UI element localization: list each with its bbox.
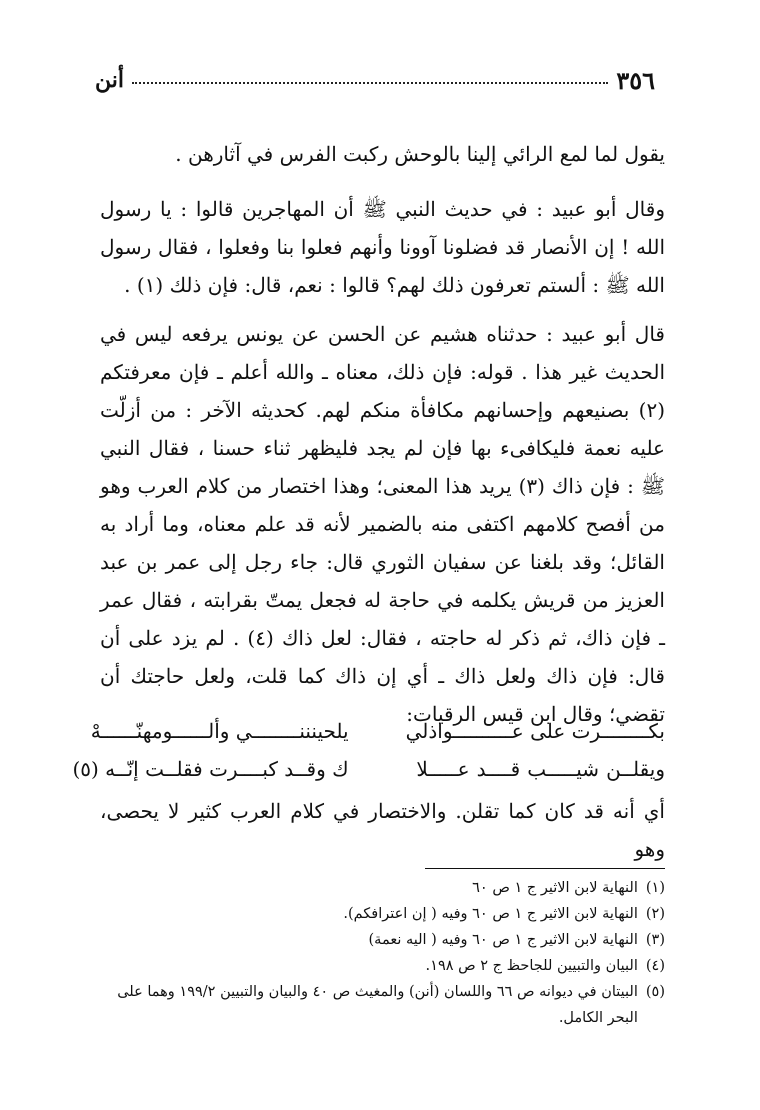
footnote xyxy=(100,979,665,1031)
footnote xyxy=(100,901,665,927)
footnote xyxy=(100,953,665,979)
footnote-number: (٥) xyxy=(645,984,665,1000)
footnotes xyxy=(100,875,665,1031)
footnote-text: البيتان في ديوانه ص ٦٦ واللسان (أنن) والمغيث ص ٤٠ والبيان والتبيين ١٩٩/٢ وهما على البحر الكامل. xyxy=(117,984,638,1026)
poem-verse xyxy=(72,750,665,788)
hemistich-first: ويقلــن شيـــــب قــــد عـــــلا xyxy=(416,757,665,781)
paragraph-1: يقول لما لمع الرائي إلينا بالوحش ركبت الفرس في آثارهن . xyxy=(175,142,665,166)
footnote-text: النهاية لابن الاثير ج ١ ص ٦٠ xyxy=(472,880,638,896)
paragraph-3: قال أبو عبيد : حدثناه هشيم عن الحسن عن يونس يرفعه ليس في الحديث غير هذا . قوله: فإن ذلك، معناه ـ والله أعلم ـ فإن معرفتكم (٢) بصنيعهم وإحسانهم مكافأة منكم لهم. كحديثه الآخر : من أزلّت عليه نعمة فليكافىء بها فإن لم يجد فليظهر ثناء حسنا ، فقال النبي ﷺ : فإن ذاك (٣) يريد هذا المعنى؛ وهذا اختصار من كلام العرب وهو من أفصح كلامهم اكتفى منه بالضمير لأنه قد علم معناه، وما أراد به القائل؛ وقد بلغنا عن سفيان الثوري قال: جاء رجل إلى عمر بن عبد العزيز من قريش يكلمه في حاجة له فجعل يمتّ بقرابته ، فقال عمر ـ فإن ذاك، ثم ذكر له حاجته ، فقال: لعل ذاك (٤) . لم يزد على أن قال: فإن ذاك ولعل ذاك ـ أي إن ذاك كما قلت، ولعل حاجتك أن تقضي؛ وقال ابن قيس الرقيات: xyxy=(100,322,666,726)
footnote-number: (٣) xyxy=(645,932,665,948)
footnote-number: (٤) xyxy=(645,958,665,974)
header-word: أنن xyxy=(95,67,124,93)
footnote-text: البيان والتبيين للجاحظ ج ٢ ص ١٩٨. xyxy=(425,958,638,974)
page-number: ٣٥٦ xyxy=(616,65,655,95)
footnote-text: النهاية لابن الاثير ج ١ ص ٦٠ وفيه ( اليه نعمة) xyxy=(368,932,638,948)
hemistich-second: ك وقــد كبــــرت فقلــت إنّــه (٥) xyxy=(72,757,349,781)
footnote-number: (٢) xyxy=(645,906,665,922)
footnote xyxy=(100,875,665,901)
paragraph-2: وقال أبو عبيد : في حديث النبي ﷺ أن المهاجرين قالوا : يا رسول الله ! إن الأنصار قد فضلونا آوونا وأنهم فعلوا بنا وفعلوا ، فقال رسول الله ﷺ : ألستم تعرفون ذلك لهم؟ قالوا : نعم، قال: فإن ذلك (١) . xyxy=(100,197,665,297)
dot-leader xyxy=(132,82,608,84)
footnote-text: النهاية لابن الاثير ج ١ ص ٦٠ وفيه ( إن اعترافكم). xyxy=(343,906,638,922)
hemistich-first: بكــــــــرت على عــــــــــواذلي xyxy=(405,719,665,743)
footnote xyxy=(100,927,665,953)
hemistich-second: يلحينننــــــــي وألــــــومهنّــــــهْ xyxy=(90,719,349,743)
running-header xyxy=(95,60,655,100)
footnote-divider xyxy=(425,868,665,869)
poem xyxy=(72,712,665,788)
footnote-number: (١) xyxy=(645,880,665,896)
paragraph-4: أي أنه قد كان كما تقلن. والاختصار في كلام العرب كثير لا يحصى، وهو xyxy=(100,799,665,861)
poem-verse xyxy=(90,712,665,750)
